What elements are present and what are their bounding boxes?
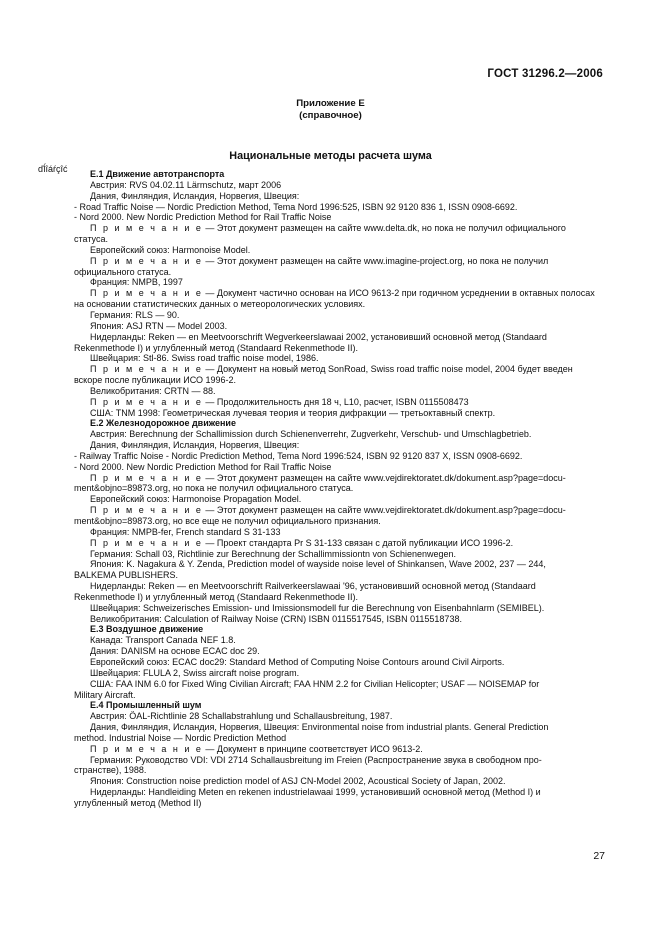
- section-heading: Е.4 Промышленный шум: [90, 700, 202, 711]
- body-line: Франция: NMPB-fer, French standard S 31-133: [90, 526, 281, 537]
- body-line: Rekenmethode I) и углубленный метод (Standaard Rekenmethode II).: [74, 591, 358, 602]
- note-label: П р и м е ч а н и е: [90, 255, 203, 266]
- body-line: Нидерланды: Handleiding Meten en rekenen industrielawaai 1999, установивший основной метод (Method I) и: [90, 787, 541, 798]
- note-line: П р и м е ч а н и е — Этот документ размещен на сайте www.delta.dk, но пока не получил официального: [90, 223, 566, 234]
- note-line: П р и м е ч а н и е — Проект стандарта Pr S 31-133 связан с датой публикации ИСО 1996-2.: [90, 537, 514, 548]
- margin-artifact-text: ďĺîáŕçîć: [38, 164, 68, 174]
- body-line: BALKEMA PUBLISHERS.: [74, 570, 179, 581]
- appendix-type: (справочное): [299, 110, 362, 121]
- body-line: США: TNM 1998: Геометрическая лучевая теория и теория дифракции — третьоктавный спектр.: [90, 407, 496, 418]
- body-line: на основании статистических данных о метеорологических условиях.: [74, 299, 366, 310]
- body-line: Дания: DANISM на основе ECAC doc 29.: [90, 646, 260, 657]
- body-line: официального статуса.: [74, 266, 172, 277]
- document-body: [74, 169, 630, 809]
- note-line: П р и м е ч а н и е — Документ частично основан на ИСО 9613-2 при годичном усреднении в октавных полосах: [90, 288, 595, 299]
- body-line: Великобритания: Calculation of Railway Noise (CRN) ISBN 0115517545, ISBN 0115518738.: [90, 613, 462, 624]
- body-line: Германия: Руководство VDI: VDI 2714 Schallausbreitung im Freien (Распространение звука в свободном про-: [90, 754, 542, 765]
- body-line: Европейский союз: Harmonoise Propagation Model.: [90, 494, 302, 505]
- body-line: Франция: NMPB, 1997: [90, 277, 183, 288]
- note-label: П р и м е ч а н и е: [90, 223, 203, 234]
- body-line: ment&objno=89873.org, но пока не получил официального статуса.: [74, 483, 354, 494]
- section-heading: Е.2 Железнодорожное движение: [90, 418, 236, 429]
- body-line: Австрия: ÖAL-Richtlinie 28 Schallabstrahlung und Schallausbreitung, 1987.: [90, 711, 393, 722]
- body-line: ment&objno=89873.org, но все еще не получил официального признания.: [74, 516, 381, 526]
- document-code: ГОСТ 31296.2—2006: [487, 68, 603, 80]
- note-label: П р и м е ч а н и е: [90, 743, 203, 754]
- body-line: - Railway Traffic Noise - Nordic Prediction Method, Tema Nord 1996:524, ISBN 92 9120 837 X, ISSN 0908-6692.: [74, 450, 523, 461]
- note-label: П р и м е ч а н и е: [90, 364, 203, 375]
- body-line: Япония: Construction noise prediction model of ASJ CN-Model 2002, Acoustical Society of Japan, 2002.: [90, 776, 506, 787]
- body-line: - Road Traffic Noise — Nordic Prediction Method, Tema Nord 1996:525, ISBN 92 9120 836 1, ISSN 0908-6692.: [74, 201, 518, 212]
- body-line: Европейский союз: Harmonoise Model.: [90, 244, 251, 255]
- body-line: Швейцария: Schweizerisches Emission- und Imissionsmodell fur die Berechnung von Eisenbahnlarm (SEMIBEL).: [90, 602, 545, 613]
- body-line: странстве), 1988.: [74, 765, 147, 776]
- note-label: П р и м е ч а н и е: [90, 396, 203, 407]
- body-line: Европейский союз: ECAC doc29: Standard Method of Computing Noise Contours around Civil Airports.: [90, 656, 505, 667]
- body-line: Германия: RLS — 90.: [90, 309, 180, 320]
- note-line: П р и м е ч а н и е — Продолжительность дня 18 ч, L10, расчет, ISBN 0115508473: [90, 396, 469, 407]
- body-line: Япония: K. Nagakura & Y. Zenda, Prediction model of wayside noise level of Shinkansen, Wave 2002, 237 — 244,: [90, 559, 546, 570]
- body-line: Нидерланды: Reken — en Meetvoorschrift Wegverkeerslawaai 2002, установивший основной метод (Standaard: [90, 331, 547, 342]
- note-line: П р и м е ч а н и е — Документ в принципе соответствует ИСО 9613-2.: [90, 743, 423, 754]
- body-line: статуса.: [74, 234, 108, 245]
- body-line: Дания, Финляндия, Исландия, Норвегия, Швеция:: [90, 440, 300, 451]
- section-heading: Е.1 Движение автотранспорта: [90, 169, 225, 179]
- body-line: Германия: Schall 03, Richtlinie zur Berechnung der Schallimmissiontn von Schienenwegen.: [90, 548, 457, 559]
- note-line: П р и м е ч а н и е — Этот документ размещен на сайте www.vejdirektoratet.dk/dokument.asp?page=docu-: [90, 472, 566, 483]
- body-line: Австрия: Berechnung der Schallimission durch Schienenverrehr, Zugverkehr, Verschub- und Umschlagbetrieb.: [90, 429, 532, 440]
- note-line: П р и м е ч а н и е — Документ на новый метод SonRoad, Swiss road traffic noise model, 2004 будет введен: [90, 364, 573, 375]
- body-line: Австрия: RVS 04.02.11 Lärmschutz, март 2006: [90, 179, 282, 190]
- note-line: П р и м е ч а н и е — Этот документ размещен на сайте www.imagine-project.org, но пока не получил: [90, 255, 549, 266]
- body-line: США: FAA INM 6.0 for Fixed Wing Civilian Aircraft; FAA HNM 2.2 for Civilian Helicopter; USAF — NOISEMAP for: [90, 678, 540, 689]
- body-line: Канада: Transport Canada NEF 1.8.: [90, 635, 236, 646]
- body-line: вскоре после публикации ИСО 1996-2.: [74, 375, 237, 386]
- body-line: Military Aircraft.: [74, 689, 136, 700]
- body-line: Япония: ASJ RTN — Model 2003.: [90, 320, 228, 331]
- body-line: Швейцария: FLULA 2, Swiss aircraft noise program.: [90, 667, 300, 678]
- page-number: 27: [593, 850, 605, 862]
- section-heading: Е.3 Воздушное движение: [90, 624, 204, 635]
- page-title: Национальные методы расчета шума: [229, 150, 432, 162]
- body-line: Дания, Финляндия, Исландия, Норвегия, Швеция: Environmental noise from industrial plants. General Prediction: [90, 722, 549, 733]
- note-label: П р и м е ч а н и е: [90, 288, 203, 299]
- body-line: - Nord 2000. New Nordic Prediction Method for Rail Traffic Noise: [74, 461, 332, 472]
- body-line: Дания, Финляндия, Исландия, Норвегия, Швеция:: [90, 190, 300, 201]
- note-line: П р и м е ч а н и е — Этот документ размещен на сайте www.vejdirektoratet.dk/dokument.asp?page=docu-: [90, 505, 566, 516]
- note-label: П р и м е ч а н и е: [90, 472, 203, 483]
- body-line: method. Industrial Noise — Nordic Prediction Method: [74, 732, 287, 743]
- note-label: П р и м е ч а н и е: [90, 537, 203, 548]
- body-line: - Nord 2000. New Nordic Prediction Method for Rail Traffic Noise: [74, 212, 332, 223]
- body-line: углубленный метод (Method II): [74, 797, 202, 808]
- appendix-heading: [0, 98, 661, 122]
- body-line: Швейцария: Stl-86. Swiss road traffic noise model, 1986.: [90, 353, 319, 364]
- appendix-label: Приложение Е: [296, 98, 365, 109]
- note-label: П р и м е ч а н и е: [90, 505, 203, 516]
- body-line: Rekenmethode I) и углубленный метод (Standaard Rekenmethode II).: [74, 342, 358, 353]
- body-line: Нидерланды: Reken — en Meetvoorschrift Railverkeerslawaai '96, установивший основной метод (Standaard: [90, 581, 536, 592]
- body-line: Великобритания: CRTN — 88.: [90, 385, 216, 396]
